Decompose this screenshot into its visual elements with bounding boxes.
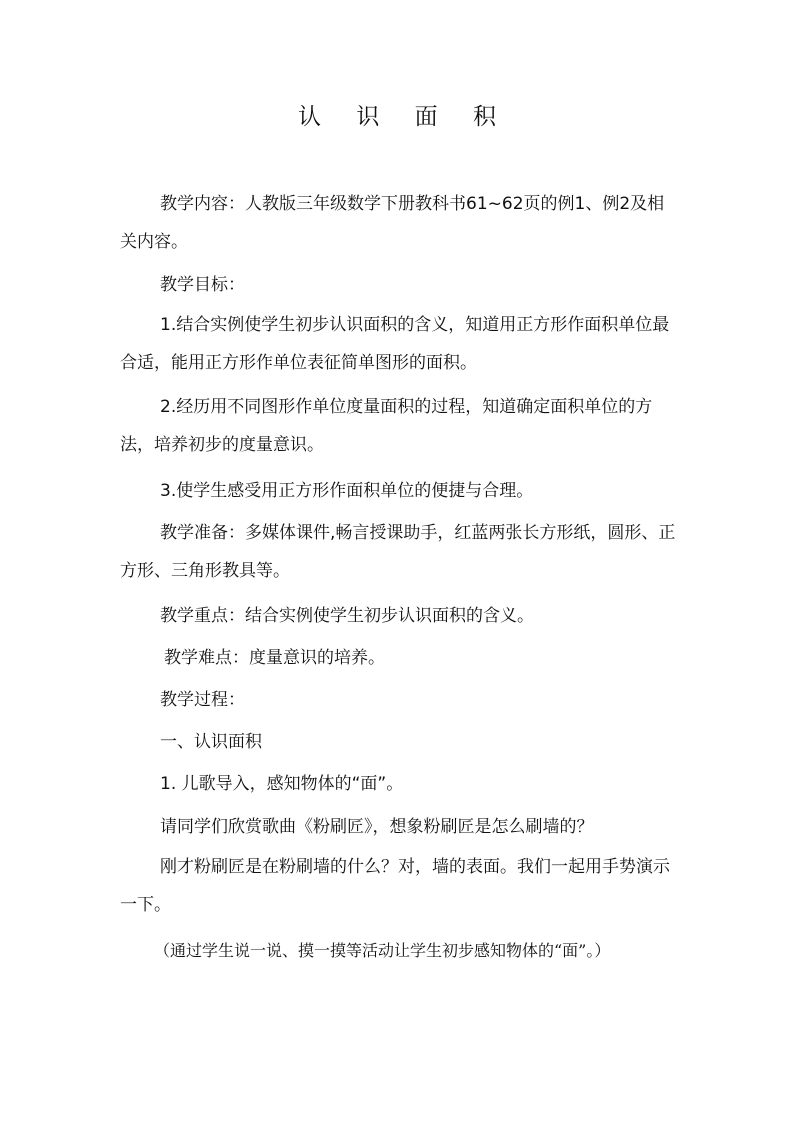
section-heading-1: 一、认识面积 bbox=[160, 732, 262, 752]
paragraph-process-heading: 教学过程： bbox=[160, 690, 245, 710]
paragraph-key-point: 教学重点：结合实例使学生初步认识面积的含义。 bbox=[160, 606, 534, 626]
paragraph-activity-note: （通过学生说一说、摸一摸等活动让学生初步感知物体的“面”。） bbox=[154, 941, 611, 960]
paragraph-objective-3: 3.使学生感受用正方形作面积单位的便捷与合理。 bbox=[160, 481, 534, 501]
paragraph-objective-1: 1.结合实例使学生初步认识面积的含义，知道用正方形作面积单位最合适，能用正方形作单位表征简单图形的面积。 bbox=[120, 315, 670, 373]
paragraph-objective-2: 2.经历用不同图形作单位度量面积的过程，知道确定面积单位的方法，培养初步的度量意识。 bbox=[120, 397, 653, 455]
document-title: 认 识 面 积 bbox=[298, 104, 510, 130]
paragraph-wall-surface: 刚才粉刷匠是在粉刷墙的什么？对，墙的表面。我们一起用手势演示一下。 bbox=[120, 857, 670, 915]
paragraph-preparation: 教学准备：多媒体课件,畅言授课助手，红蓝两张长方形纸，圆形、正方形、三角形教具等。 bbox=[120, 523, 676, 581]
paragraph-step-1: 1. 儿歌导入，感知物体的“面”。 bbox=[160, 774, 404, 794]
paragraph-difficulty: 教学难点：度量意识的培养。 bbox=[164, 648, 385, 668]
paragraph-song: 请同学们欣赏歌曲《粉刷匠》，想象粉刷匠是怎么刷墙的？ bbox=[160, 817, 594, 837]
paragraph-objectives-heading: 教学目标： bbox=[160, 275, 245, 295]
paragraph-teaching-content: 教学内容：人教版三年级数学下册教科书61~62页的例1、例2及相关内容。 bbox=[120, 194, 665, 252]
